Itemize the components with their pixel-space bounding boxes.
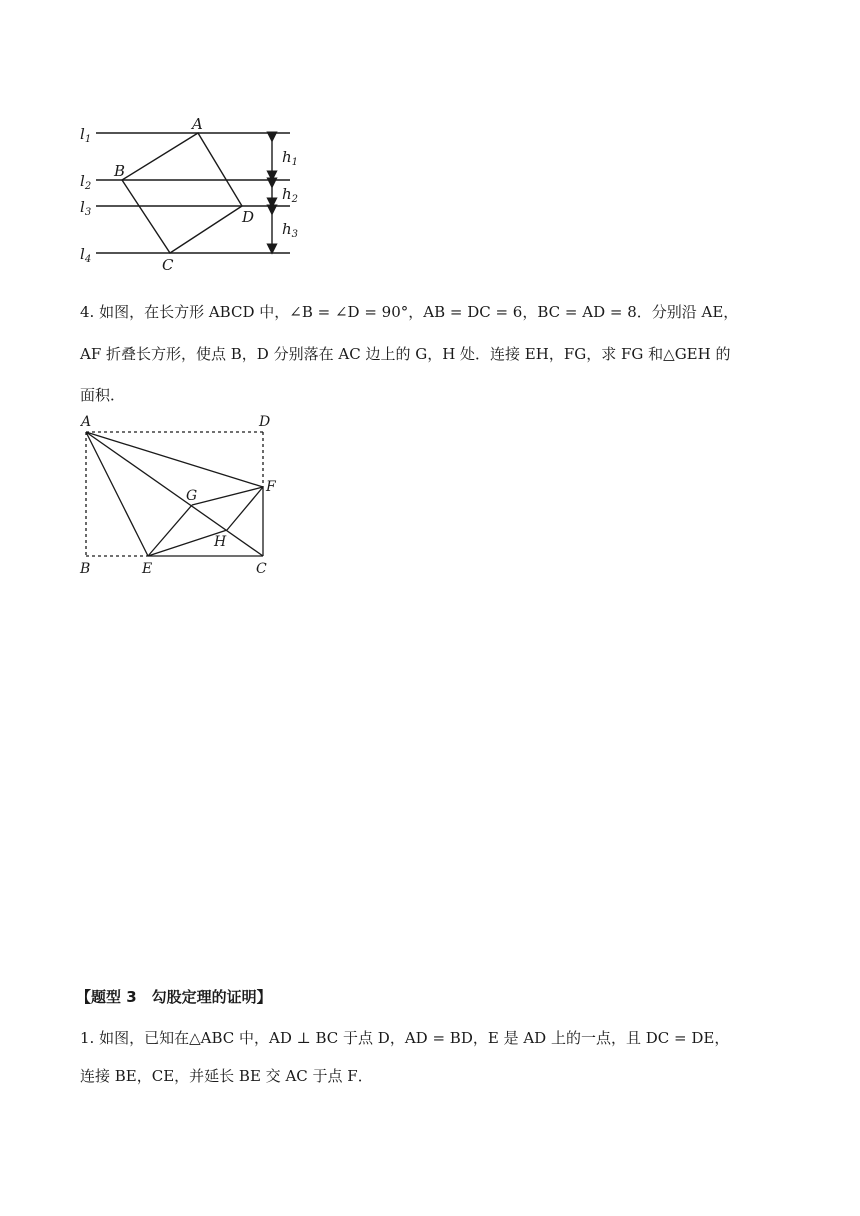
point-c2: C	[256, 561, 267, 577]
point-c: C	[162, 256, 174, 274]
point-d2: D	[259, 414, 271, 430]
label-h3: $h_3$	[282, 220, 299, 240]
label-l2: $l_2$	[80, 172, 92, 192]
point-h2: H	[214, 534, 227, 550]
point-g2: G	[186, 488, 198, 504]
label-l4: $l_4$	[80, 245, 92, 265]
point-a: A	[192, 115, 203, 133]
segment-af	[86, 432, 263, 487]
problem-4-line-1: 4. 如图，在长方形 ABCD 中，∠B = ∠D = 90°，AB = DC = 6，BC = AD = 8．分别沿 AE，	[80, 303, 739, 321]
parallel-lines-figure	[70, 110, 310, 280]
label-h2: $h_2$	[282, 185, 299, 205]
point-b2: B	[80, 561, 91, 577]
label-l1: $l_1$	[80, 125, 92, 145]
point-d: D	[242, 208, 255, 226]
point-e2: E	[142, 561, 153, 577]
square-abcd	[122, 133, 242, 253]
point-b: B	[114, 162, 126, 180]
problem-4-line-2: AF 折叠长方形，使点 B，D 分别落在 AC 边上的 G，H 处．连接 EH，FG，求 FG 和△GEH 的	[80, 345, 731, 363]
point-f2: F	[266, 479, 276, 495]
section-heading: 【题型 3 勾股定理的证明】	[76, 988, 272, 1006]
segment-hf	[227, 487, 263, 530]
problem-4-line-3: 面积．	[80, 386, 126, 404]
label-l3: $l_3$	[80, 198, 92, 218]
point-a2: A	[81, 414, 92, 430]
segment-gf	[192, 487, 263, 505]
segment-ae	[86, 432, 148, 556]
section-3-problem-1-line-1: 1. 如图，已知在△ABC 中，AD ⊥ BC 于点 D，AD = BD，E 是 AD 上的一点，且 DC = DE，	[80, 1029, 730, 1047]
section-3-problem-1-line-2: 连接 BE，CE，并延长 BE 交 AC 于点 F．	[80, 1067, 373, 1085]
label-h1: $h_1$	[282, 148, 299, 168]
folded-rectangle-figure	[75, 410, 295, 580]
